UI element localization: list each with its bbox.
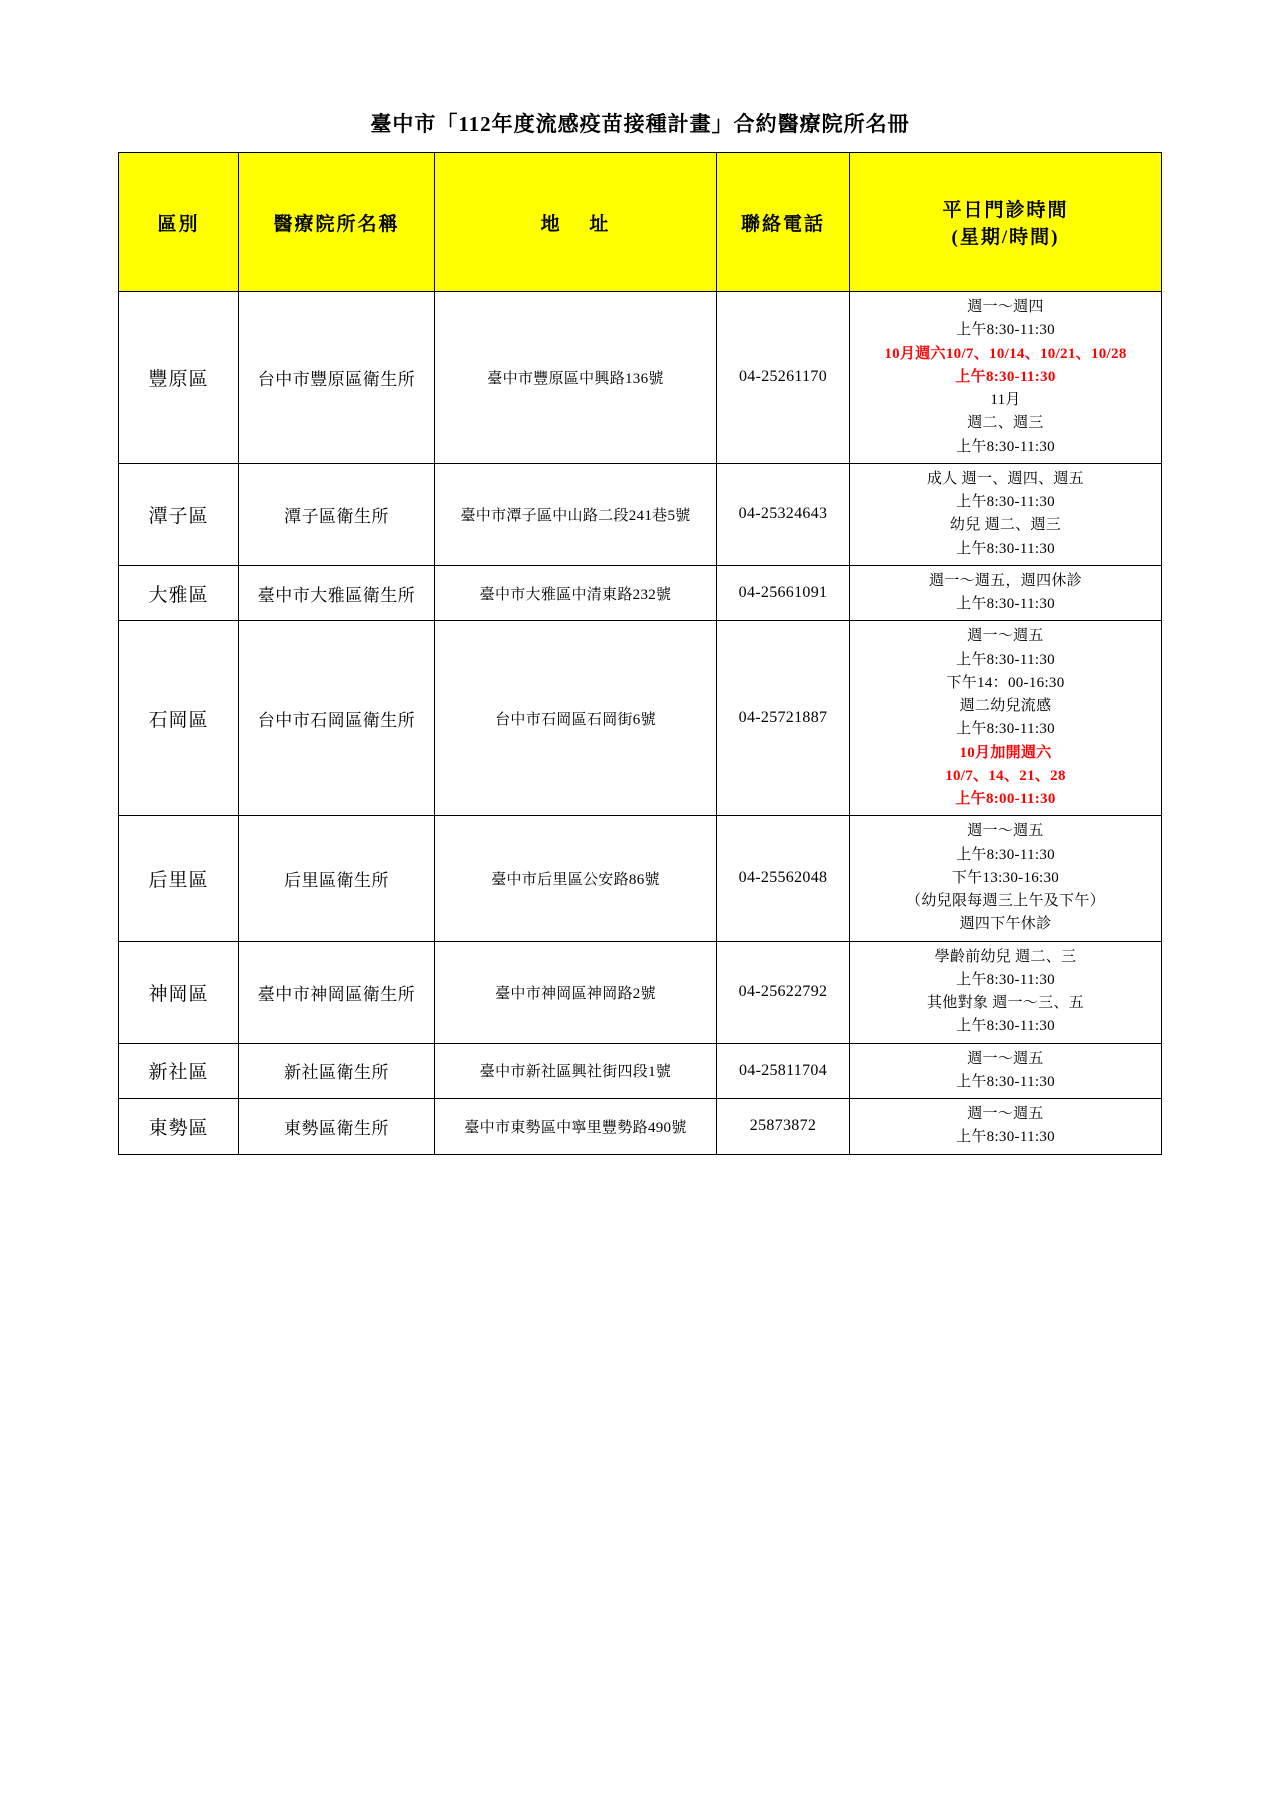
hours-line-highlight: 10/7、14、21、28 xyxy=(945,767,1066,784)
cell-phone: 04-25622792 xyxy=(717,941,850,1043)
hours-line: 11月 xyxy=(990,392,1021,408)
cell-district: 神岡區 xyxy=(119,941,239,1043)
cell-institution: 后里區衛生所 xyxy=(239,816,435,941)
table-header xyxy=(119,153,1162,292)
table-row xyxy=(119,292,1162,464)
column-header-address: 地 址 xyxy=(435,153,717,292)
table-row xyxy=(119,463,1162,565)
cell-district: 后里區 xyxy=(119,816,239,941)
table-row xyxy=(119,565,1162,621)
cell-district: 潭子區 xyxy=(119,463,239,565)
column-header-hours xyxy=(850,153,1162,292)
table-header-row xyxy=(119,153,1162,292)
page-title: 臺中市「112年度流感疫苗接種計畫」合約醫療院所名冊 xyxy=(370,112,910,136)
cell-district: 石岡區 xyxy=(119,621,239,816)
hours-line: 成人 週一、週四、週五 xyxy=(926,470,1085,487)
cell-district: 新社區 xyxy=(119,1043,239,1099)
cell-phone: 04-25324643 xyxy=(717,463,850,565)
hours-line: 幼兒 週二、週三 xyxy=(949,517,1062,534)
cell-institution: 臺中市大雅區衛生所 xyxy=(239,565,435,621)
table-row xyxy=(119,816,1162,941)
table-row xyxy=(119,621,1162,816)
hours-line: 週一～週五 xyxy=(967,628,1044,645)
hours-line: 上午8:30-11:30 xyxy=(956,540,1055,557)
hours-line: 其他對象 週一～三、五 xyxy=(926,995,1085,1011)
cell-phone: 04-25261170 xyxy=(717,292,850,464)
hours-line: 週一～週五 xyxy=(967,1050,1044,1067)
hours-line: 下午13:30-16:30 xyxy=(951,869,1060,886)
cell-district: 東勢區 xyxy=(119,1099,239,1155)
hours-line: （幼兒限每週三上午及下午） xyxy=(906,893,1105,909)
table-row xyxy=(119,941,1162,1043)
cell-district: 大雅區 xyxy=(119,565,239,621)
cell-district: 豐原區 xyxy=(119,292,239,464)
hours-line: 週四下午休診 xyxy=(959,916,1052,933)
cell-hours xyxy=(850,816,1162,941)
hours-line: 學齡前幼兒 週二、三 xyxy=(934,948,1077,965)
cell-address: 臺中市潭子區中山路二段241巷5號 xyxy=(435,463,717,565)
cell-address: 臺中市后里區公安路86號 xyxy=(435,816,717,941)
cell-phone: 04-25811704 xyxy=(717,1043,850,1099)
cell-address: 臺中市大雅區中清東路232號 xyxy=(435,565,717,621)
cell-address: 臺中市神岡區神岡路2號 xyxy=(435,941,717,1043)
column-header-hours-line2: (星期/時間) xyxy=(951,227,1060,248)
cell-institution: 臺中市神岡區衛生所 xyxy=(239,941,435,1043)
hours-line: 週一～週五，週四休診 xyxy=(928,572,1082,589)
clinic-roster-table xyxy=(118,152,1162,1155)
cell-hours xyxy=(850,463,1162,565)
cell-institution: 潭子區衛生所 xyxy=(239,463,435,565)
cell-address: 臺中市新社區興社街四段1號 xyxy=(435,1043,717,1099)
cell-address: 臺中市豐原區中興路136號 xyxy=(435,292,717,464)
hours-line: 週二幼兒流感 xyxy=(959,698,1052,714)
hours-line-highlight: 10月加開週六 xyxy=(959,744,1052,761)
hours-line: 上午8:30-11:30 xyxy=(956,651,1055,668)
hours-line: 下午14：00-16:30 xyxy=(946,674,1065,691)
cell-hours xyxy=(850,941,1162,1043)
cell-phone: 04-25661091 xyxy=(717,565,850,621)
table-row xyxy=(119,1099,1162,1155)
cell-hours xyxy=(850,621,1162,816)
column-header-hours-line1: 平日門診時間 xyxy=(942,200,1069,221)
column-header-phone: 聯絡電話 xyxy=(717,153,850,292)
hours-line: 上午8:30-11:30 xyxy=(956,494,1055,510)
hours-line: 上午8:30-11:30 xyxy=(956,971,1055,988)
cell-hours xyxy=(850,1043,1162,1099)
hours-line-highlight: 上午8:30-11:30 xyxy=(955,368,1056,385)
hours-line-highlight: 10月週六10/7、10/14、10/21、10/28 xyxy=(884,345,1127,362)
cell-hours xyxy=(850,292,1162,464)
hours-line: 週一～週五 xyxy=(967,1106,1044,1122)
hours-line: 週一～週四 xyxy=(967,299,1044,315)
column-header-institution: 醫療院所名稱 xyxy=(239,153,435,292)
cell-phone: 25873872 xyxy=(717,1099,850,1155)
hours-line: 週一～週五 xyxy=(967,823,1044,840)
cell-institution: 新社區衛生所 xyxy=(239,1043,435,1099)
cell-phone: 04-25721887 xyxy=(717,621,850,816)
table-body xyxy=(119,292,1162,1155)
cell-institution: 台中市石岡區衛生所 xyxy=(239,621,435,816)
hours-line: 上午8:30-11:30 xyxy=(956,721,1055,738)
cell-phone: 04-25562048 xyxy=(717,816,850,941)
cell-hours xyxy=(850,1099,1162,1155)
hours-line-highlight: 上午8:00-11:30 xyxy=(955,791,1056,807)
column-header-district: 區別 xyxy=(119,153,239,292)
table-row xyxy=(119,1043,1162,1099)
cell-institution: 東勢區衛生所 xyxy=(239,1099,435,1155)
cell-hours xyxy=(850,565,1162,621)
hours-line: 上午8:30-11:30 xyxy=(956,1129,1055,1146)
hours-line: 上午8:30-11:30 xyxy=(956,322,1055,339)
cell-institution: 台中市豐原區衛生所 xyxy=(239,292,435,464)
hours-line: 上午8:30-11:30 xyxy=(956,1018,1055,1035)
cell-address: 臺中市東勢區中寧里豐勢路490號 xyxy=(435,1099,717,1155)
hours-line: 上午8:30-11:30 xyxy=(956,846,1055,863)
hours-line: 上午8:30-11:30 xyxy=(956,438,1055,455)
cell-address: 台中市石岡區石岡街6號 xyxy=(435,621,717,816)
hours-line: 週二、週三 xyxy=(967,415,1044,432)
hours-line: 上午8:30-11:30 xyxy=(956,1073,1055,1090)
hours-line: 上午8:30-11:30 xyxy=(956,596,1055,612)
